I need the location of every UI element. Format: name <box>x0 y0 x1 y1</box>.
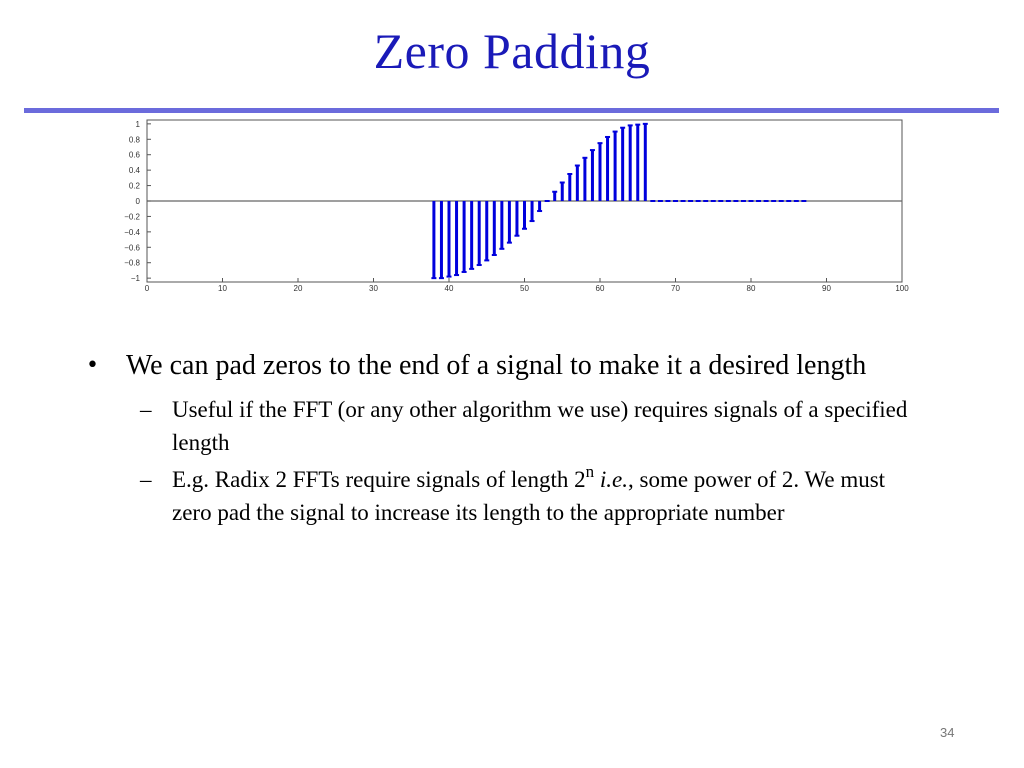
stem-point <box>499 201 504 249</box>
stem-point <box>620 128 625 201</box>
stem-point <box>454 201 459 275</box>
stem-point <box>477 201 482 265</box>
stem-plot <box>100 112 920 298</box>
stem-point <box>469 201 474 269</box>
stem-point <box>514 201 519 236</box>
y-tick-label: 0.8 <box>128 135 140 145</box>
stem-point <box>613 132 618 201</box>
stem-point <box>635 125 640 201</box>
x-tick-label: 60 <box>595 284 605 293</box>
stem-point <box>537 201 542 211</box>
sub-bullet-2-prefix: E.g. Radix 2 FFTs require signals of length 2 <box>172 467 586 492</box>
stem-point <box>522 201 527 229</box>
stem-point <box>575 166 580 201</box>
x-tick-label: 70 <box>671 284 680 293</box>
stem-point <box>628 125 633 201</box>
x-tick-label: 80 <box>746 284 756 293</box>
sub-bullet-2-suffix: , some power of 2. We must zero pad the signal to increase its length to the appropriate number <box>172 467 886 525</box>
sub-bullet-2 <box>140 463 924 529</box>
y-tick-label: −0.6 <box>124 243 140 253</box>
x-tick-label: 20 <box>293 284 303 293</box>
stem-point <box>567 174 572 201</box>
stem-point <box>431 201 436 278</box>
y-tick-label: −0.8 <box>124 258 140 268</box>
y-tick-label: 0.2 <box>128 181 140 191</box>
stem-point <box>560 182 565 201</box>
slide-title: Zero Padding <box>373 23 651 79</box>
ie-italic: i.e. <box>599 467 628 492</box>
y-tick-label: −0.4 <box>124 227 140 237</box>
y-tick-label: −1 <box>130 274 140 284</box>
sub-bullet-marker: – <box>140 467 152 492</box>
y-tick-label: 0 <box>135 197 140 206</box>
stem-point <box>605 137 610 201</box>
stem-point <box>530 201 535 221</box>
stem-point <box>507 201 512 243</box>
y-tick-label: −0.2 <box>124 212 140 222</box>
sub-bullet-1-text: Useful if the FFT (or any other algorithm we use) requires signals of a specified length <box>172 397 908 455</box>
y-tick-label: 0.6 <box>128 150 140 160</box>
x-tick-label: 40 <box>444 284 454 293</box>
x-tick-label: 90 <box>822 284 831 293</box>
stem-point <box>439 201 444 278</box>
sub-bullet-marker: – <box>140 397 152 422</box>
sub-bullet-1 <box>140 393 924 459</box>
stem-point <box>582 158 587 201</box>
stem-point <box>484 201 489 260</box>
stem-point <box>492 201 497 255</box>
x-tick-label: 30 <box>369 284 378 293</box>
stem-point <box>552 192 557 201</box>
slide-number: 34 <box>940 725 955 740</box>
stem-point <box>590 150 595 201</box>
x-tick-label: 50 <box>520 284 529 293</box>
stem-point <box>447 201 452 277</box>
y-tick-label: 1 <box>135 119 140 129</box>
bullet-marker: • <box>86 353 99 378</box>
stem-point <box>598 143 603 201</box>
x-tick-label: 10 <box>218 284 227 293</box>
x-tick-label: 100 <box>895 284 909 293</box>
superscript-exponent: n <box>585 462 595 481</box>
bullet-list <box>86 346 986 529</box>
x-tick-label: 0 <box>144 284 150 293</box>
bullet-main <box>86 346 986 385</box>
y-tick-label: 0.4 <box>128 166 140 176</box>
stem-point <box>643 124 648 201</box>
bullet-main-text: We can pad zeros to the end of a signal to make it a desired length <box>126 350 867 381</box>
stem-point <box>462 201 467 272</box>
